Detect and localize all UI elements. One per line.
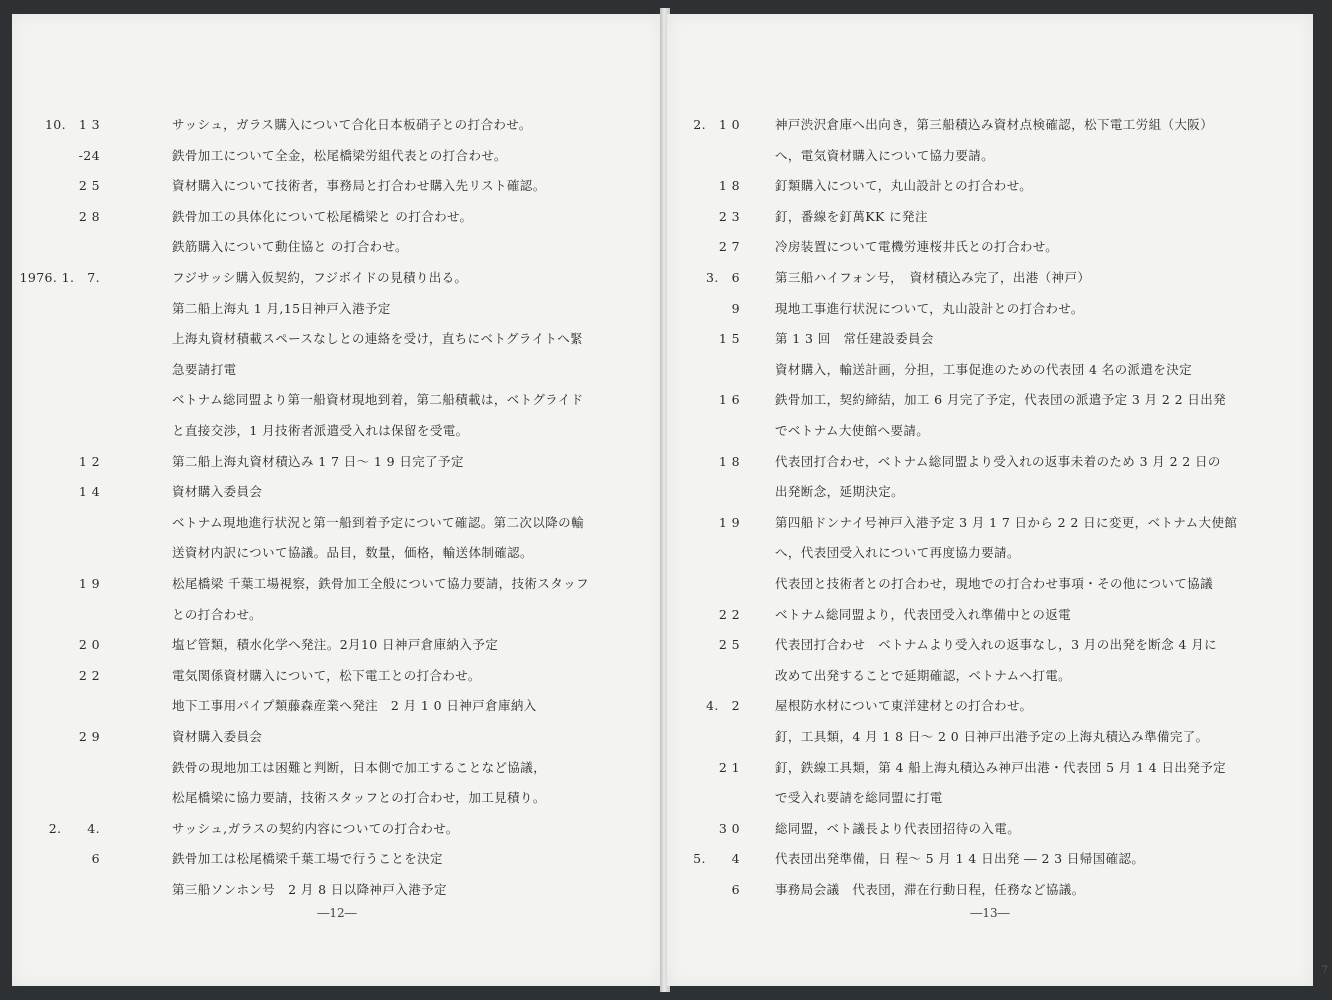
entry-text: 総同盟，ベト議長より代表団招待の入電。: [775, 820, 1021, 836]
entry-date: 1 4: [78, 484, 100, 500]
log-entry: [667, 511, 1313, 535]
log-entry: [667, 847, 1313, 871]
corner-mark: 7: [1321, 965, 1328, 976]
log-entry: [12, 450, 662, 474]
entry-date: 2 9: [78, 729, 100, 744]
entry-text: 鉄骨の現地加工は困難と判断，日本側で加工することなど協議，: [172, 759, 547, 775]
log-entry: [667, 113, 1313, 137]
entry-text: 釘類購入について，丸山設計との打合わせ。: [775, 178, 1033, 194]
log-entry: [667, 541, 1313, 565]
entry-text: 送資材内訳について協議。品目，数量，価格，輸送体制確認。: [172, 545, 533, 561]
log-entry: [667, 694, 1313, 718]
entry-date: 6: [91, 851, 100, 867]
log-entry: [667, 235, 1313, 259]
entry-date: 10. 1 3: [44, 117, 100, 132]
entry-text: 資材購入委員会: [172, 484, 263, 500]
entry-date: 6: [731, 882, 740, 897]
log-entry: [12, 725, 662, 749]
entry-text: 代表団出発準備，日 程～ 5 月 1 4 日出発 ― 2 3 日帰国確認。: [775, 851, 1145, 867]
log-entry: [12, 113, 662, 137]
entry-text: 改めて出発することで延期確認，ベトナムへ打電。: [775, 667, 1072, 683]
log-entry: [667, 664, 1313, 688]
entry-text: 代表団打合わせ，ベトナム総同盟より受入れの返事未着のため 3 月 2 2 日の: [775, 453, 1221, 469]
log-entry: [667, 633, 1313, 657]
entry-text: 資材購入について技術者，事務局と打合わせ購入先リスト確認。: [172, 178, 546, 194]
entry-text: 資材購入委員会: [172, 729, 263, 744]
log-entry: [667, 603, 1313, 627]
entry-date: 3 0: [718, 820, 740, 836]
log-entry: [667, 388, 1313, 412]
log-entry: [12, 388, 662, 412]
entry-date: 1 9: [78, 576, 100, 591]
left-page: [12, 14, 662, 986]
right-page: [667, 14, 1313, 986]
entry-text: 第 1 3 回 常任建設委員会: [775, 331, 934, 347]
log-entry: [12, 847, 662, 871]
log-entry: [12, 878, 662, 902]
entry-text: 第二船上海丸資材積込み 1 7 日～ 1 9 日完了予定: [172, 453, 464, 469]
page-number-left: ―12―: [317, 906, 357, 920]
log-entry: [667, 358, 1313, 382]
entry-text: 神戸渋沢倉庫へ出向き，第三船積込み資材点検確認，松下電工労組（大阪）: [775, 117, 1214, 132]
entry-date: 2 8: [78, 208, 100, 224]
entry-date: 2. 1 0: [693, 117, 740, 132]
entry-text: 現地工事進行状況について，丸山設計との打合わせ。: [775, 300, 1084, 316]
log-entry: [667, 725, 1313, 749]
log-entry: [12, 511, 662, 535]
entry-text: 塩ビ管類，積水化学へ発注。2月10 日神戸倉庫納入予定: [172, 637, 499, 653]
log-entry: [12, 174, 662, 198]
entry-date: -24: [78, 147, 100, 163]
log-entry: [667, 144, 1313, 168]
log-entry: [12, 633, 662, 657]
entry-text: 急要請打電: [172, 361, 237, 377]
log-entry: [667, 266, 1313, 290]
log-entry: [12, 297, 662, 321]
entry-date: 5. 4: [693, 851, 740, 867]
log-entry: [667, 450, 1313, 474]
entry-date: 1 9: [718, 514, 740, 530]
log-entry: [667, 878, 1313, 902]
entry-text: へ，電気資材購入について協力要請。: [775, 147, 995, 163]
entry-date: 2 7: [718, 239, 740, 255]
entry-date: 3. 6: [706, 270, 740, 285]
entry-text: 出発断念，延期決定。: [775, 484, 905, 500]
log-entry: [12, 205, 662, 229]
entry-text: ベトナム総同盟より第一船資材現地到着，第二船積載は，ベトグライド: [172, 392, 584, 408]
entry-text: と直接交渉，1 月技術者派遣受入れは保留を受電。: [172, 423, 469, 438]
entry-date: 2 0: [78, 637, 100, 653]
entry-date: 2 5: [78, 178, 100, 194]
entry-text: 第三船ハイフォン号， 資材積込み完了，出港（神戸）: [775, 270, 1091, 285]
entry-text: でベトナム大使館へ要請。: [775, 423, 930, 438]
entry-text: 事務局会議 代表団，滞在行動日程，任務など協議。: [775, 882, 1085, 897]
entry-text: 第二船上海丸 1 月,15日神戸入港予定: [172, 300, 391, 316]
entry-date: 1 8: [718, 453, 740, 469]
entry-text: 松尾橋梁に協力要請，技術スタッフとの打合わせ，加工見積り。: [172, 790, 546, 806]
entry-text: 鉄骨加工の具体化について松尾橋梁と の打合わせ。: [172, 208, 473, 224]
entry-text: 代表団と技術者との打合わせ，現地での打合わせ事項・その他について協議: [775, 576, 1213, 591]
log-entry: [12, 235, 662, 259]
entry-text: 松尾橋梁 千葉工場視察，鉄骨加工全般について協力要請，技術スタッフ: [172, 576, 589, 591]
log-entry: [12, 603, 662, 627]
log-entry: [12, 664, 662, 688]
entry-text: へ，代表団受入れについて再度協力要請。: [775, 545, 1020, 561]
log-entry: [667, 327, 1313, 351]
log-entry: [667, 756, 1313, 780]
entry-text: 上海丸資材積載スペースなしとの連絡を受け，直ちにベトグライトへ緊: [172, 331, 584, 347]
entry-text: 釘，工具類，4 月 1 8 日～ 2 0 日神戸出港予定の上海丸積込み準備完了。: [775, 729, 1209, 744]
entry-text: 鉄骨加工，契約締結，加工 6 月完了予定，代表団の派遣予定 3 月 2 2 日出発: [775, 392, 1227, 408]
log-entry: [667, 297, 1313, 321]
entry-text: 釘，鉄線工具類，第 4 船上海丸積込み神戸出港・代表団 5 月 1 4 日出発予定: [775, 759, 1227, 775]
page-number-right: ―13―: [970, 906, 1010, 920]
entry-date: 2 3: [718, 208, 740, 224]
entry-date: 2 5: [718, 637, 740, 653]
entry-text: で受入れ要請を総同盟に打電: [775, 790, 943, 806]
entry-date: 1 8: [718, 178, 740, 194]
entry-text: サッシュ,ガラスの契約内容についての打合わせ。: [172, 820, 459, 836]
entry-date: 9: [731, 300, 740, 316]
entry-text: サッシュ，ガラス購入について合化日本板硝子との打合わせ。: [172, 117, 532, 132]
entry-date: 1 2: [78, 453, 100, 469]
log-entry: [667, 572, 1313, 596]
entry-text: 鉄筋購入について動住協と の打合わせ。: [172, 239, 408, 255]
log-entry: [667, 786, 1313, 810]
entry-date: 1 5: [718, 331, 740, 347]
log-entry: [667, 174, 1313, 198]
entry-text: 冷房装置について電機労連桜井氏との打合わせ。: [775, 239, 1059, 255]
entry-date: 2 1: [718, 759, 740, 775]
log-entry: [12, 144, 662, 168]
log-entry: [12, 358, 662, 382]
entry-text: 鉄骨加工は松尾橋梁千葉工場で行うことを決定: [172, 851, 443, 867]
entry-text: との打合わせ。: [172, 606, 262, 622]
entry-text: ベトナム現地進行状況と第一船到着予定について確認。第二次以降の輸: [172, 514, 584, 530]
log-entry: [12, 572, 662, 596]
log-entry: [667, 205, 1313, 229]
log-entry: [667, 817, 1313, 841]
entry-date: 2 2: [718, 606, 740, 622]
log-entry: [12, 266, 662, 290]
entry-text: 資材購入，輸送計画，分担，工事促進のための代表団 4 名の派遣を決定: [775, 361, 1193, 377]
entry-date: 1 6: [718, 392, 740, 408]
log-entry: [12, 480, 662, 504]
log-entry: [12, 786, 662, 810]
entry-text: 電気関係資材購入について，松下電工との打合わせ。: [172, 667, 481, 683]
entry-text: 第三船ソンホン号 2 月 8 日以降神戸入港予定: [172, 882, 447, 897]
entry-text: 第四船ドンナイ号神戸入港予定 3 月 1 7 日から 2 2 日に変更，ベトナム大使館: [775, 514, 1238, 530]
entry-text: 鉄骨加工について全金，松尾橋梁労組代表との打合わせ。: [172, 147, 507, 163]
entry-text: 代表団打合わせ ベトナムより受入れの返事なし，3 月の出発を断念 4 月に: [775, 637, 1218, 653]
entry-date: 4. 2: [706, 698, 740, 714]
log-entry: [12, 756, 662, 780]
entry-text: 屋根防水材について東洋建材との打合わせ。: [775, 698, 1033, 714]
entry-text: ベトナム総同盟より，代表団受入れ準備中との返電: [775, 606, 1072, 622]
entry-text: フジサッシ購入仮契約，フジボイドの見積り出る。: [172, 270, 468, 285]
log-entry: [12, 817, 662, 841]
log-entry: [12, 419, 662, 443]
log-entry: [12, 541, 662, 565]
log-entry: [667, 419, 1313, 443]
log-entry: [12, 327, 662, 351]
log-entry: [12, 694, 662, 718]
entry-date: 1976. 1. 7.: [19, 270, 100, 285]
entry-text: 地下工事用パイプ類藤森産業へ発注 2 月 1 0 日神戸倉庫納入: [172, 698, 537, 714]
log-entry: [667, 480, 1313, 504]
entry-date: 2 2: [78, 667, 100, 683]
entry-text: 釘，番線を釘萬KK に発注: [775, 208, 928, 224]
entry-date: 2. 4.: [48, 820, 100, 836]
